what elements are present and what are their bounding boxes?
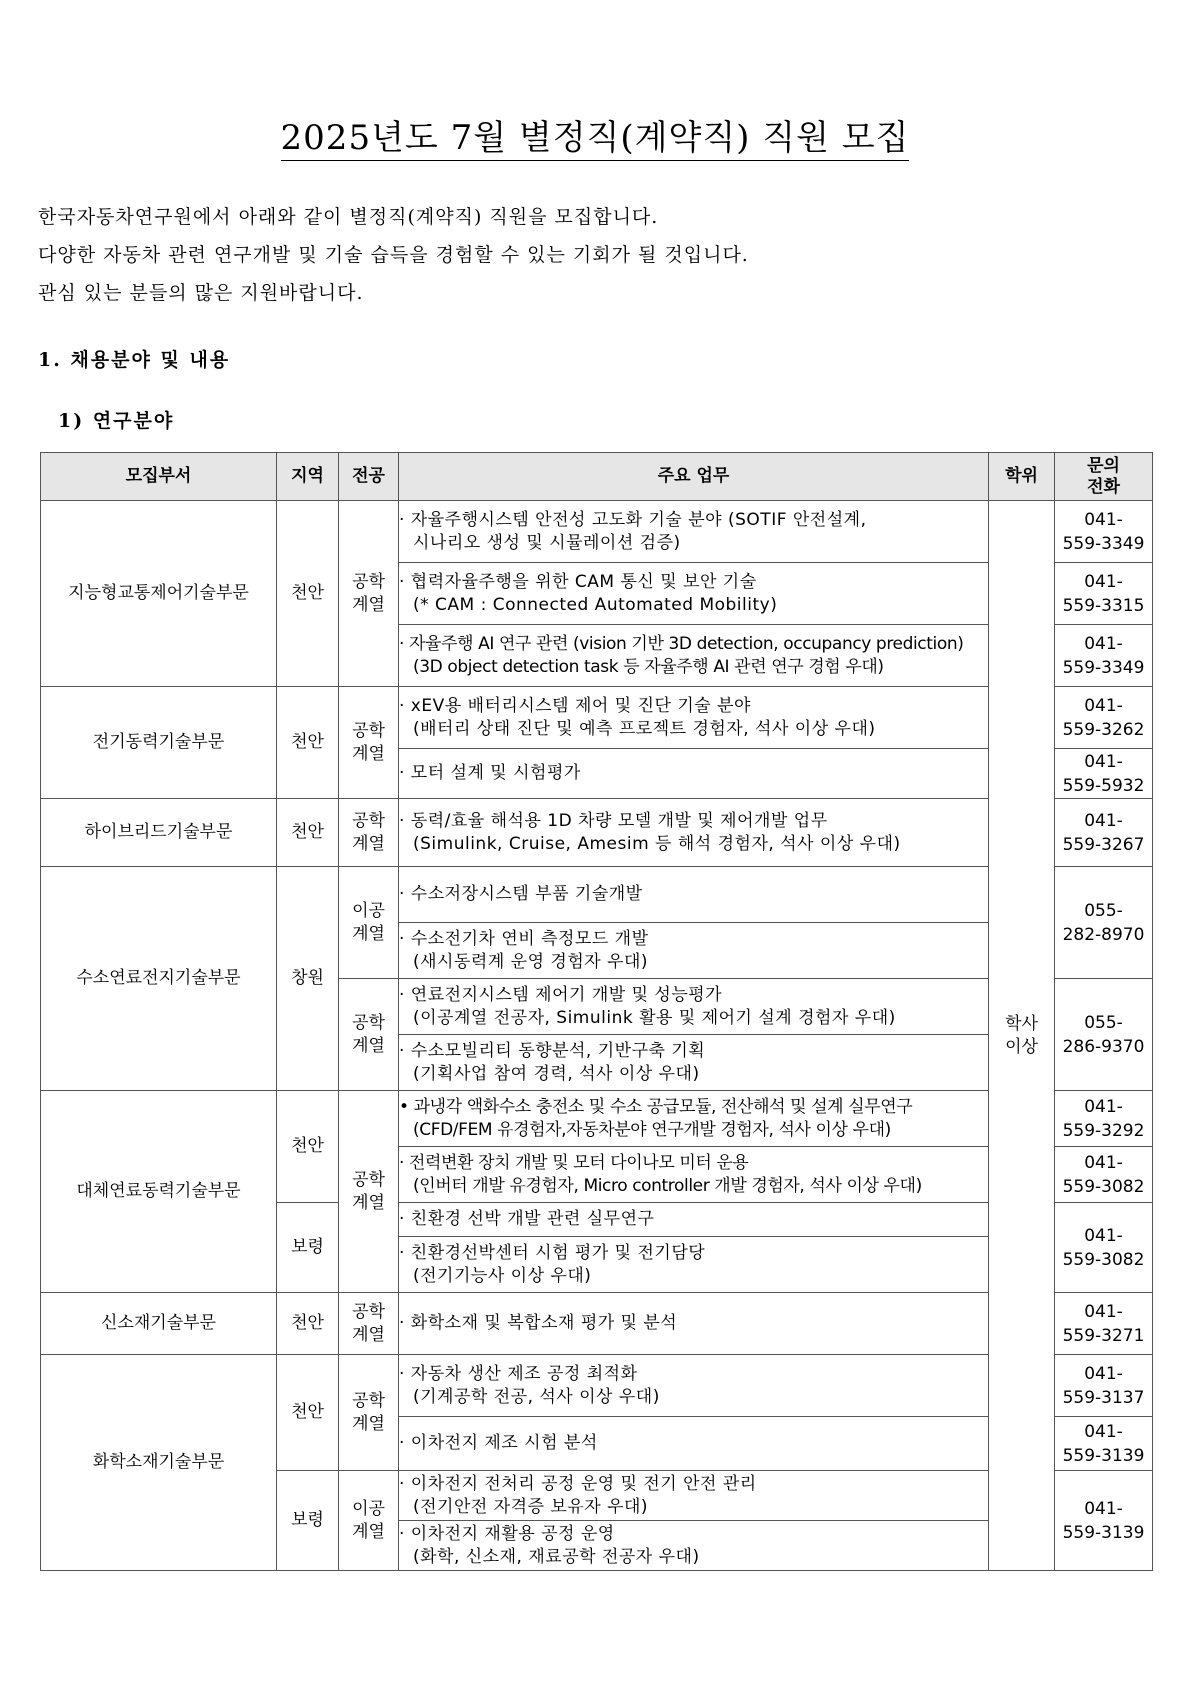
task-cell: · 화학소재 및 복합소재 평가 및 분석	[399, 1293, 989, 1355]
task-cell: • 과냉각 액화수소 충전소 및 수소 공급모듈, 전산해석 및 설계 실무연구 (CFD/FEM 유경험자,자동차분야 연구개발 경험자, 석사 이상 우대)	[399, 1091, 989, 1147]
degree-cell: 학사 이상	[989, 501, 1055, 1571]
header-region: 지역	[277, 453, 339, 501]
intro-line: 다양한 자동차 관련 연구개발 및 기술 습득을 경험할 수 있는 기회가 될 것입니다.	[38, 244, 749, 266]
header-department: 모집부서	[41, 453, 277, 501]
phone-cell: 041- 559-3349	[1055, 625, 1153, 687]
task-cell: · 자율주행시스템 안전성 고도화 기술 분야 (SOTIF 안전설계, 시나리오 생성 및 시뮬레이션 검증)	[399, 501, 989, 563]
dept-cell: 신소재기술부문	[41, 1293, 277, 1355]
major-cell: 이공 계열	[339, 1471, 399, 1571]
region-cell: 천안	[277, 1091, 339, 1203]
table-row	[41, 1355, 1153, 1417]
header-degree: 학위	[989, 453, 1055, 501]
phone-cell: 041- 559-3271	[1055, 1293, 1153, 1355]
dept-cell: 전기동력기술부문	[41, 687, 277, 799]
task-cell: · 수소저장시스템 부품 기술개발	[399, 867, 989, 923]
intro-paragraph	[38, 198, 749, 312]
phone-cell: 041- 559-3082	[1055, 1203, 1153, 1293]
table-header-row	[41, 453, 1153, 501]
phone-cell: 041- 559-3262	[1055, 687, 1153, 749]
task-cell: · 수소모빌리티 동향분석, 기반구축 기획 (기획사업 참여 경력, 석사 이상 우대)	[399, 1035, 989, 1091]
dept-cell: 화학소재기술부문	[41, 1355, 277, 1571]
header-contact: 문의 전화	[1055, 453, 1153, 501]
table-row	[41, 501, 1153, 563]
region-cell: 보령	[277, 1471, 339, 1571]
recruitment-table	[40, 452, 1153, 1571]
major-cell: 공학 계열	[339, 1293, 399, 1355]
major-cell: 공학 계열	[339, 501, 399, 687]
intro-line: 관심 있는 분들의 많은 지원바랍니다.	[38, 282, 364, 304]
major-cell: 공학 계열	[339, 979, 399, 1091]
phone-cell: 041- 559-3292	[1055, 1091, 1153, 1147]
phone-cell: 041- 559-5932	[1055, 749, 1153, 799]
dept-cell: 대체연료동력기술부문	[41, 1091, 277, 1293]
region-cell: 천안	[277, 501, 339, 687]
task-cell: · 친환경선박센터 시험 평가 및 전기담당 (전기기능사 이상 우대)	[399, 1237, 989, 1293]
task-cell: · 연료전지시스템 제어기 개발 및 성능평가 (이공계열 전공자, Simulink 활용 및 제어기 설계 경험자 우대)	[399, 979, 989, 1035]
phone-cell: 041- 559-3139	[1055, 1417, 1153, 1471]
major-cell: 공학 계열	[339, 1091, 399, 1293]
dept-cell: 지능형교통제어기술부문	[41, 501, 277, 687]
table-row	[41, 687, 1153, 749]
region-cell: 보령	[277, 1203, 339, 1293]
task-cell: · 이차전지 전처리 공정 운영 및 전기 안전 관리 (전기안전 자격증 보유자 우대)	[399, 1471, 989, 1521]
phone-cell: 041- 559-3267	[1055, 799, 1153, 867]
intro-line: 한국자동차연구원에서 아래와 같이 별정직(계약직) 직원을 모집합니다.	[38, 206, 659, 228]
phone-cell: 041- 559-3315	[1055, 563, 1153, 625]
phone-cell: 041- 559-3137	[1055, 1355, 1153, 1417]
major-cell: 공학 계열	[339, 799, 399, 867]
phone-cell: 041- 559-3349	[1055, 501, 1153, 563]
task-cell: · xEV용 배터리시스템 제어 및 진단 기술 분야 (배터리 상태 진단 및 예측 프로젝트 경험자, 석사 이상 우대)	[399, 687, 989, 749]
phone-cell: 055- 286-9370	[1055, 979, 1153, 1091]
task-cell: · 협력자율주행을 위한 CAM 통신 및 보안 기술 (* CAM : Connected Automated Mobility)	[399, 563, 989, 625]
document-title: 2025년도 7월 별정직(계약직) 직원 모집	[0, 110, 1190, 159]
task-cell: · 동력/효율 해석용 1D 차량 모델 개발 및 제어개발 업무 (Simulink, Cruise, Amesim 등 해석 경험자, 석사 이상 우대)	[399, 799, 989, 867]
task-cell: · 친환경 선박 개발 관련 실무연구	[399, 1203, 989, 1237]
task-cell: · 모터 설계 및 시험평가	[399, 749, 989, 799]
dept-cell: 수소연료전지기술부문	[41, 867, 277, 1091]
major-cell: 공학 계열	[339, 1355, 399, 1471]
table-row	[41, 1091, 1153, 1147]
task-cell: · 이차전지 제조 시험 분석	[399, 1417, 989, 1471]
dept-cell: 하이브리드기술부문	[41, 799, 277, 867]
section-heading: 1. 채용분야 및 내용	[38, 349, 231, 371]
major-cell: 공학 계열	[339, 687, 399, 799]
region-cell: 천안	[277, 1355, 339, 1471]
phone-cell: 055- 282-8970	[1055, 867, 1153, 979]
region-cell: 천안	[277, 799, 339, 867]
header-major: 전공	[339, 453, 399, 501]
phone-cell: 041- 559-3082	[1055, 1147, 1153, 1203]
table-row	[41, 799, 1153, 867]
task-cell: · 자동차 생산 제조 공정 최적화 (기계공학 전공, 석사 이상 우대)	[399, 1355, 989, 1417]
region-cell: 창원	[277, 867, 339, 1091]
phone-cell: 041- 559-3139	[1055, 1471, 1153, 1571]
task-cell: · 이차전지 재활용 공정 운영 (화학, 신소재, 재료공학 전공자 우대)	[399, 1521, 989, 1571]
task-cell: · 자율주행 AI 연구 관련 (vision 기반 3D detection, occupancy prediction) (3D object detection task 등 자율주행 AI 관련 연구 경험 우대)	[399, 625, 989, 687]
region-cell: 천안	[277, 687, 339, 799]
major-cell: 이공 계열	[339, 867, 399, 979]
region-cell: 천안	[277, 1293, 339, 1355]
header-duties: 주요 업무	[399, 453, 989, 501]
table-row	[41, 867, 1153, 923]
subsection-heading: 1) 연구분야	[58, 410, 175, 432]
table-row	[41, 1293, 1153, 1355]
task-cell: · 수소전기차 연비 측정모드 개발 (새시동력계 운영 경험자 우대)	[399, 923, 989, 979]
task-cell: · 전력변환 장치 개발 및 모터 다이나모 미터 운용 (인버터 개발 유경험자, Micro controller 개발 경험자, 석사 이상 우대)	[399, 1147, 989, 1203]
